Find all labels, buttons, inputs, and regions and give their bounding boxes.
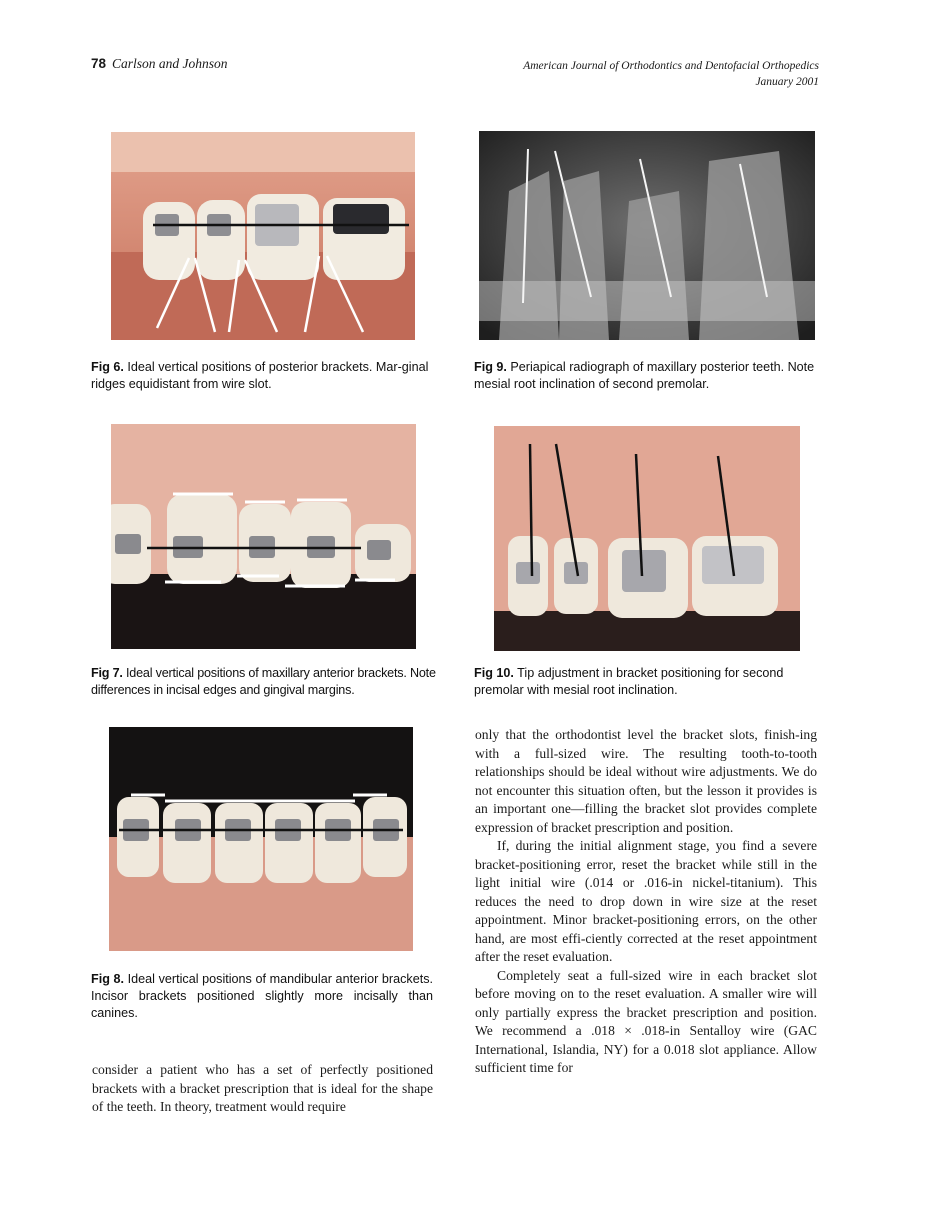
fig9-radiograph: [479, 131, 815, 340]
body-paragraph: If, during the initial alignment stage, you find a severe bracket-positioning error, reset the bracket while still in the light initial wire (.014 or .016-in nickel-titanium). This reduces the need to drop down in wire size at the reset appointment. Minor bracket-positioning errors, on the other hand, are most effi-ciently corrected at the reset appointment after the reset evaluation.: [475, 838, 817, 964]
fig8-text: Ideal vertical positions of mandibular anterior brackets. Incisor brackets positioned slightly more incisally than canines.: [91, 972, 433, 1020]
fig7-photo: [111, 424, 416, 649]
fig10-text: Tip adjustment in bracket positioning for second premolar with mesial root inclination.: [474, 666, 784, 697]
fig10-photo: [494, 426, 800, 651]
body-paragraph: consider a patient who has a set of perfectly positioned brackets with a bracket prescription that is ideal for the shape of the teeth. In theory, treatment would require: [92, 1062, 433, 1114]
fig8-label: Fig 8.: [91, 972, 125, 986]
body-right-column: [475, 726, 817, 1078]
fig7-text: Ideal vertical positions of maxillary anterior brackets. Note differences in incisal edges and gingival margins.: [91, 666, 436, 697]
fig10-label: Fig 10.: [474, 666, 514, 680]
issue-date: January 2001: [755, 76, 819, 88]
body-paragraph: only that the orthodontist level the bracket slots, finish-ing with a full-sized wire. The resulting tooth-to-tooth relationships should be ideal without wire adjustments. We do not encounter this situation often, but the lesson it provides is an important one—filling the bracket slot provides complete expression of bracket prescription and position.: [475, 727, 817, 835]
fig7-label: Fig 7.: [91, 666, 123, 680]
fig7-caption: [91, 665, 439, 699]
page-number: 78: [91, 56, 107, 71]
fig6-caption: [91, 359, 436, 393]
fig9-caption: [474, 359, 824, 393]
running-head-right: [523, 58, 819, 90]
body-paragraph: Completely seat a full-sized wire in each bracket slot before moving on to the reset evaluation. A smaller wire will only partially express the bracket prescription and position. We recommend a .018 × .018-in Sentalloy wire (GAC International, Islandia, NY) for a 0.018 slot appliance. Allow sufficient time for: [475, 967, 817, 1075]
fig9-label: Fig 9.: [474, 360, 507, 374]
body-left-column: [92, 1061, 433, 1117]
fig9-text: Periapical radiograph of maxillary posterior teeth. Note mesial root inclination of second premolar.: [474, 360, 815, 391]
journal-title: American Journal of Orthodontics and Dentofacial Orthopedics: [523, 60, 819, 72]
fig10-caption: [474, 665, 824, 699]
fig8-caption: [91, 971, 433, 1022]
fig6-label: Fig 6.: [91, 360, 124, 374]
fig8-photo: [109, 727, 413, 951]
fig6-text: Ideal vertical positions of posterior brackets. Mar-ginal ridges equidistant from wire slot.: [91, 360, 429, 391]
running-head-left: [91, 56, 228, 72]
fig6-photo: [111, 132, 415, 340]
running-head-authors: Carlson and Johnson: [112, 56, 228, 71]
